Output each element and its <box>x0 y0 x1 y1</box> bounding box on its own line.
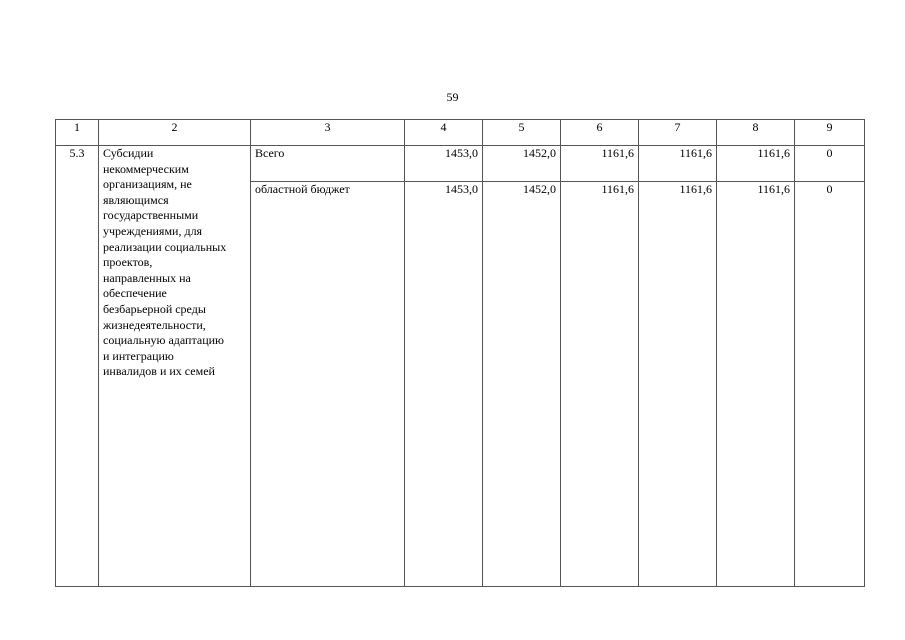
description-line: инвалидов и их семей <box>103 364 215 379</box>
description-line: безбарьерной среды <box>103 301 206 316</box>
description-line: проектов, <box>103 255 153 270</box>
value-cell: 1161,6 <box>717 146 795 182</box>
description-line: государственными <box>103 208 199 223</box>
value-cell: 1453,0 <box>405 182 483 587</box>
description-line: организациям, не <box>103 177 192 192</box>
value-cell: 0 <box>795 146 865 182</box>
item-description <box>99 146 251 587</box>
column-number: 7 <box>639 120 717 146</box>
funding-source-label: областной бюджет <box>251 182 405 587</box>
value-cell: 1161,6 <box>639 182 717 587</box>
description-line: некоммерческим <box>103 161 189 176</box>
description-line: социальную адаптацию <box>103 333 224 348</box>
value-cell: 1161,6 <box>639 146 717 182</box>
value-cell: 1161,6 <box>561 182 639 587</box>
value-cell: 1452,0 <box>483 182 561 587</box>
description-line: являющимся <box>103 192 169 207</box>
description-line: и интеграцию <box>103 348 174 363</box>
value-cell: 1161,6 <box>717 182 795 587</box>
description-line: направленных на <box>103 270 191 285</box>
value-cell: 1452,0 <box>483 146 561 182</box>
column-number: 2 <box>99 120 251 146</box>
column-number: 8 <box>717 120 795 146</box>
description-line: реализации социальных <box>103 239 227 254</box>
budget-table <box>55 119 865 587</box>
funding-source-label: Всего <box>251 146 405 182</box>
description-line: жизнедеятельности, <box>103 317 206 332</box>
item-number: 5.3 <box>56 146 99 587</box>
value-cell: 1453,0 <box>405 146 483 182</box>
column-number: 4 <box>405 120 483 146</box>
column-number: 5 <box>483 120 561 146</box>
value-cell: 1161,6 <box>561 146 639 182</box>
description-line: обеспечение <box>103 286 167 301</box>
column-number: 3 <box>251 120 405 146</box>
description-line: Субсидии <box>103 146 154 160</box>
column-number-row <box>56 120 865 146</box>
column-number: 1 <box>56 120 99 146</box>
column-number: 6 <box>561 120 639 146</box>
page-number: 59 <box>446 90 459 104</box>
description-line: учреждениями, для <box>103 223 203 238</box>
value-cell: 0 <box>795 182 865 587</box>
column-number: 9 <box>795 120 865 146</box>
table-row <box>56 146 865 182</box>
